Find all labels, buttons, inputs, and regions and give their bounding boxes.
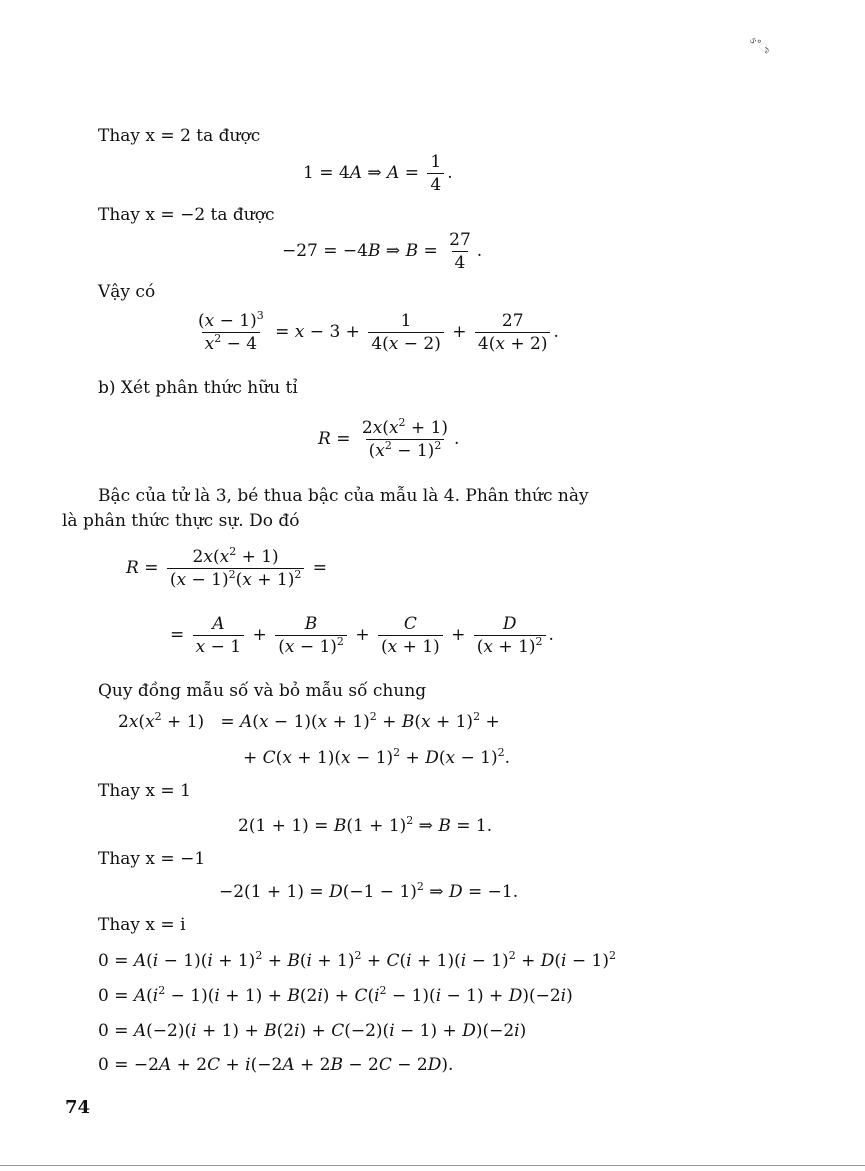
text-line: Thay x = i [98,915,186,935]
equation: + $C(x + 1)(x - 1)^2 + D(x - 1)^2$. [243,746,510,768]
equation: $0 = A(i - 1)(i + 1)^2 + B(i + 1)^2 + C(i + 1)(i - 1)^2 + D(i - 1)^2$ [98,949,616,971]
equation: 1 = 4A ⇒ A = $\frac{1}{4}$ . [303,152,453,195]
text-line: b) Xét phân thức hữu tỉ [98,378,298,398]
equation: 0 = A(−2)(i + 1) + B(2i) + C(−2)(i − 1) + D)(−2i) [98,1021,527,1041]
text-line: Thay x = 2 ta được [98,126,261,146]
text-line: Vậy có [98,282,156,302]
text-line: Thay x = −1 [98,849,206,869]
text-line: Quy đồng mẫu số và bỏ mẫu số chung [98,681,427,701]
text-line: là phân thức thực sự. Do đó [62,511,300,531]
text-line: Thay x = −2 ta được [98,205,275,225]
equation: $0 = A(i^2 - 1)(i + 1) + B(2i) + C(i^2 - 1)(i - 1) + D)(-2i)$ [98,984,573,1006]
equation: −27 = −4B ⇒ B = $\frac{27}{4}$ . [282,230,483,273]
equation: $2(1 + 1) = B(1 + 1)^2$ ⇒ B = 1. [238,814,493,836]
corner-mark: ઙ°ಾ [746,34,772,57]
equation: $-2(1 + 1) = D(-1 - 1)^2$ ⇒ D = −1. [219,880,519,902]
equation: R = $\frac{2x(x^2 + 1)}{(x - 1)^2(x + 1)^2}$ = [126,545,327,590]
text-line: Thay x = 1 [98,781,191,801]
equation: = $\frac{A}{x - 1}$ + $\frac{B}{(x - 1)^2}$ + $\frac{C}{(x + 1)}$ + $\frac{D}{(x + 1)^2}$ . [170,614,554,657]
equation: $2x(x^2 + 1) = A(x - 1)(x + 1)^2 + B(x + 1)^2$ + [118,710,500,732]
page-number: 74 [65,1097,91,1118]
equation: $\frac{(x - 1)^3}{x^2 - 4}$ = x − 3 + $\frac{1}{4(x - 2)}$ + $\frac{27}{4(x + 2)}$ . [198,309,559,354]
page-bottom-rule [0,1165,865,1166]
equation: 0 = −2A + 2C + i(−2A + 2B − 2C − 2D). [98,1055,454,1075]
equation: R = $\frac{2x(x^2 + 1)}{(x^2 - 1)^2}$ . [318,416,460,461]
text-line: Bậc của tử là 3, bé thua bậc của mẫu là 4. Phân thức này [98,486,589,506]
